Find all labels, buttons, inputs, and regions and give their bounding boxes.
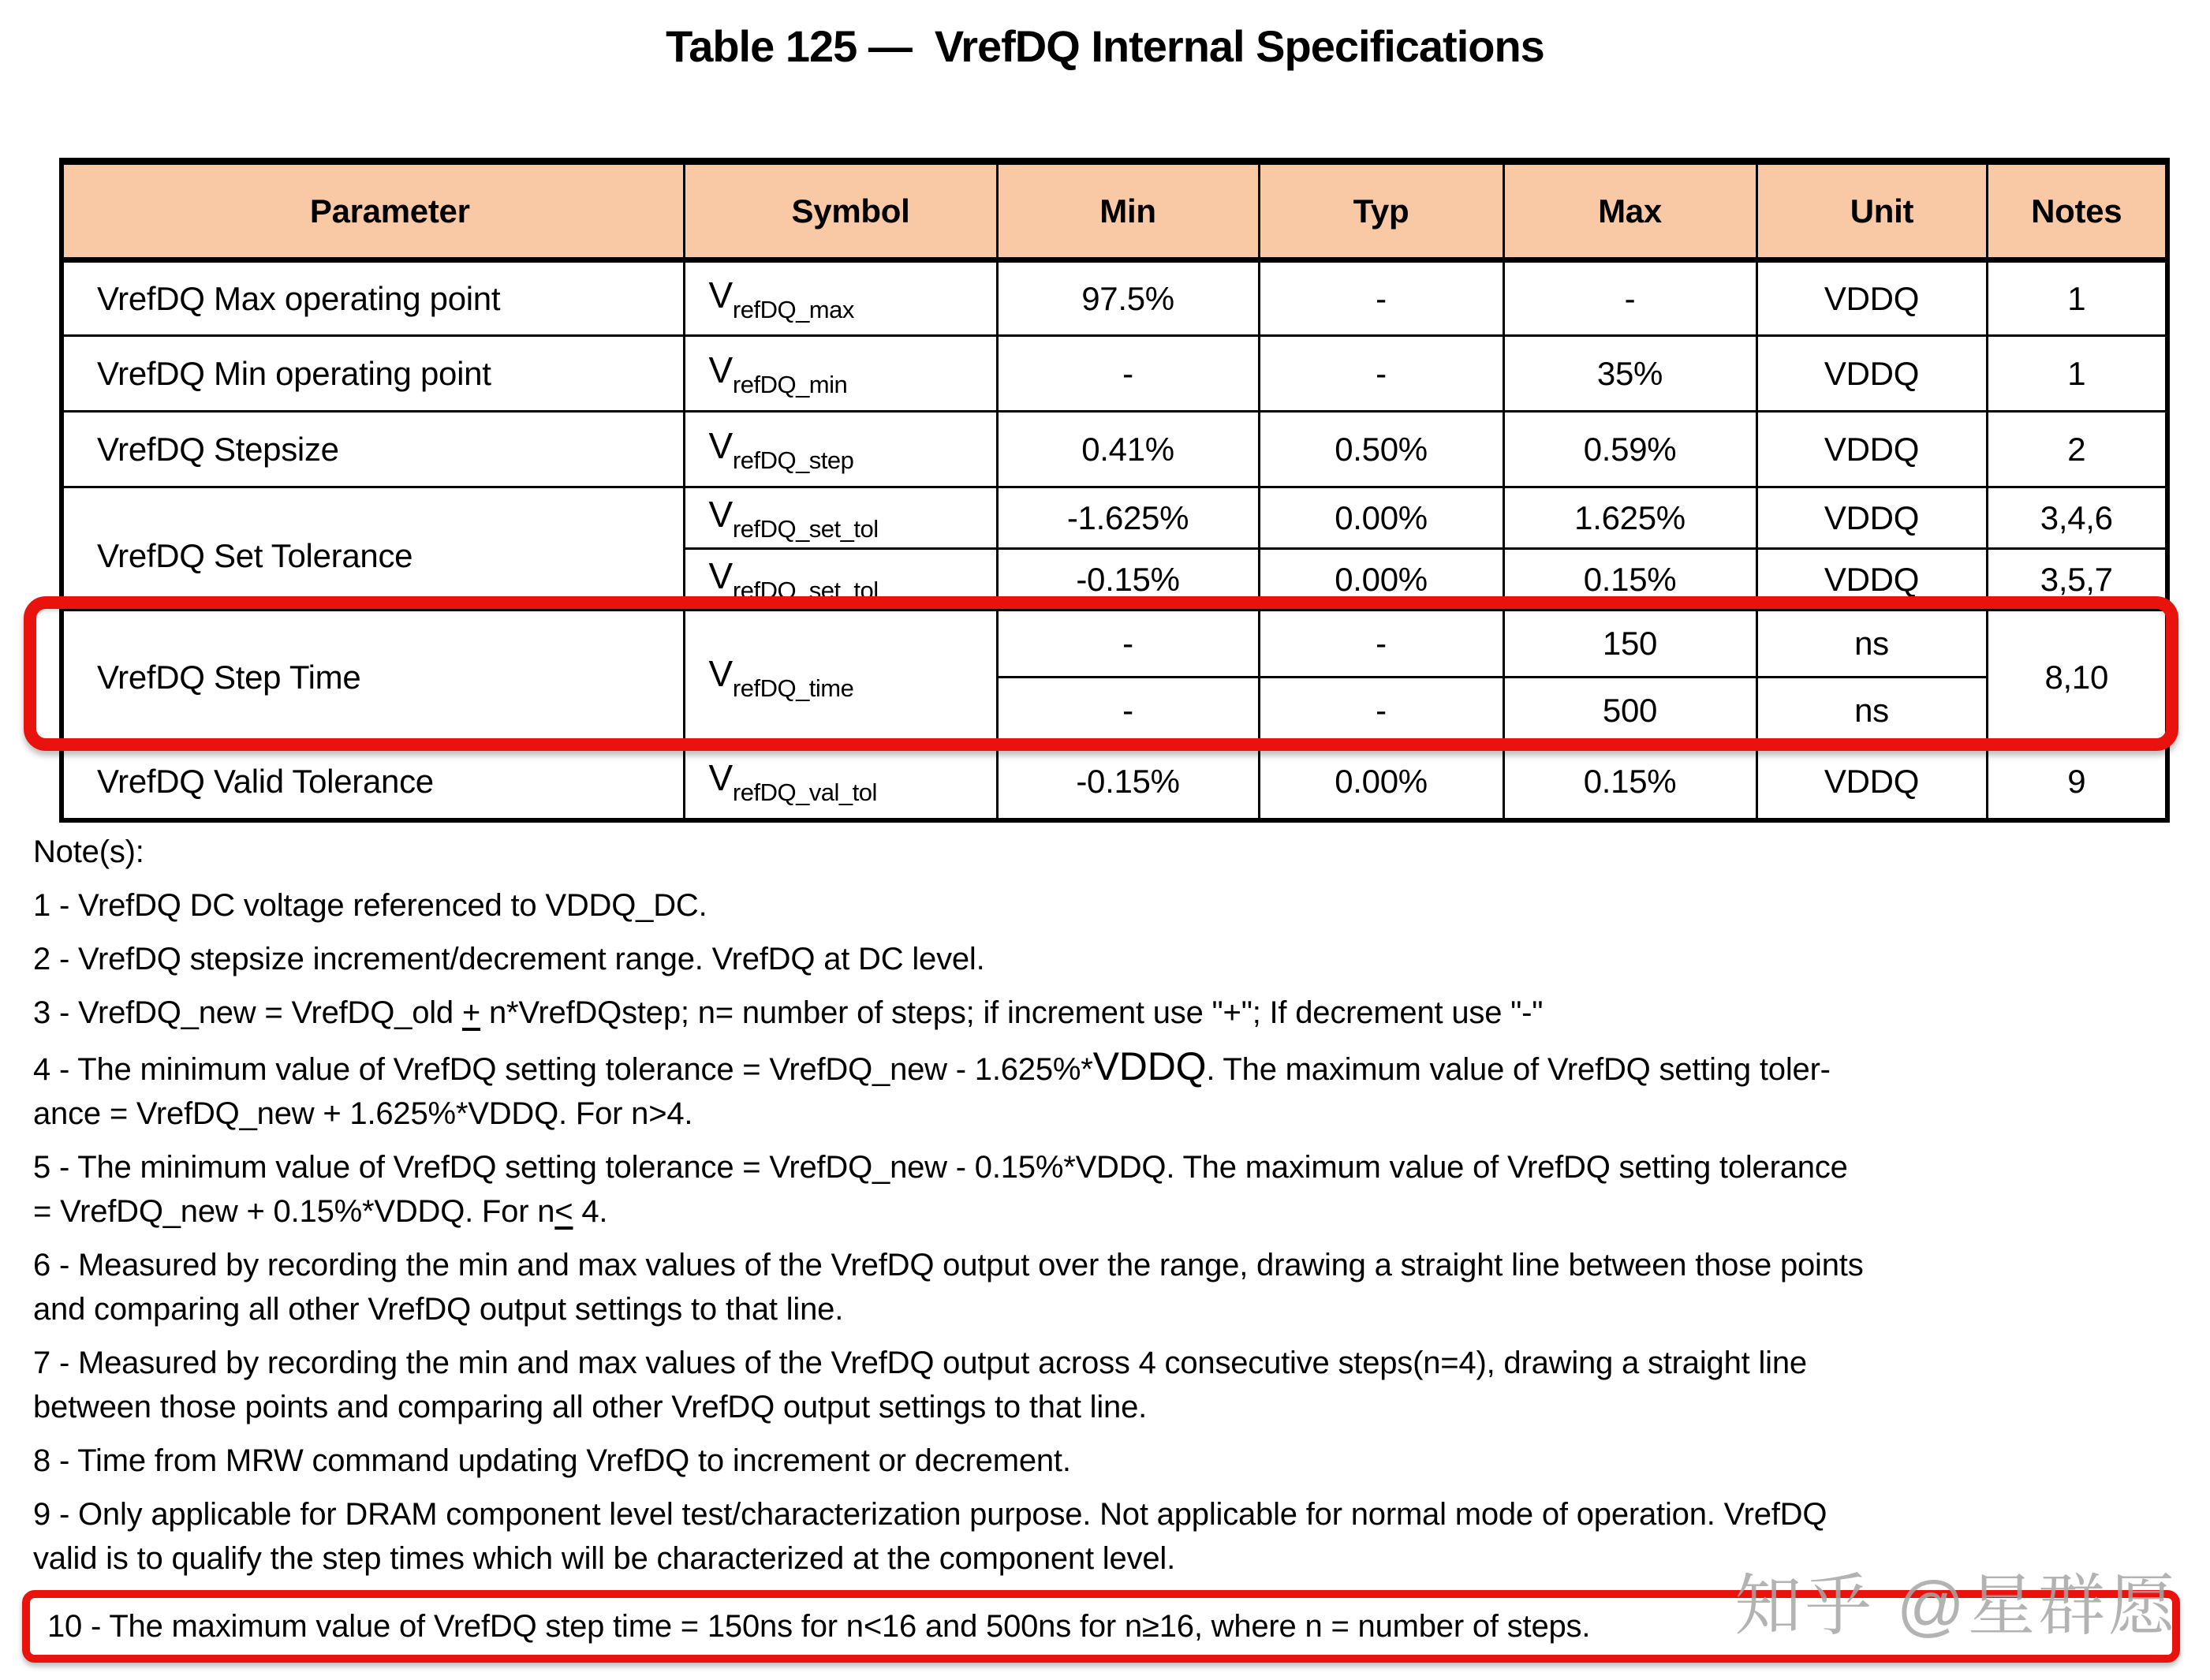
col-header-min: Min xyxy=(997,162,1259,260)
symbol-base: V xyxy=(708,424,733,466)
symbol-base: V xyxy=(708,554,733,596)
note-5: 5 - The minimum value of VrefDQ setting tolerance = VrefDQ_new - 0.15%*VDDQ. The maximum value of VrefDQ setting tolerance = VrefDQ_new + 0.15%*VDDQ. For n< 4. xyxy=(33,1150,1848,1229)
cell-min: 0.41% xyxy=(997,412,1259,487)
symbol-subscript: refDQ_set_tol xyxy=(732,514,879,543)
cell-max: 500 xyxy=(1503,678,1756,745)
note-6: 6 - Measured by recording the min and max values of the VrefDQ output over the range, drawing a straight line between those points and comparing all other VrefDQ output settings to that line. xyxy=(33,1248,1864,1327)
cell-max: 0.15% xyxy=(1503,745,1756,820)
note-9: 9 - Only applicable for DRAM component level test/characterization purpose. Not applicable for normal mode of operation. VrefDQ valid is to qualify the step times which will be characterized at the component level. xyxy=(33,1497,1827,1576)
col-header-symbol: Symbol xyxy=(684,162,997,260)
cell-max: 150 xyxy=(1503,610,1756,678)
cell-notes: 3,5,7 xyxy=(1987,549,2167,610)
cell-max: 0.15% xyxy=(1503,549,1756,610)
note-7: 7 - Measured by recording the min and max values of the VrefDQ output across 4 consecutive steps(n=4), drawing a straight line between those points and comparing all other VrefDQ output settings to that line. xyxy=(33,1346,1807,1424)
cell-max: - xyxy=(1503,260,1756,336)
cell-max: 1.625% xyxy=(1503,487,1756,549)
cell-min: 97.5% xyxy=(997,260,1259,336)
cell-parameter: VrefDQ Valid Tolerance xyxy=(62,745,684,820)
symbol-base: V xyxy=(708,493,733,535)
cell-typ: 0.00% xyxy=(1259,745,1503,820)
row-min-operating-point xyxy=(62,336,2167,412)
cell-parameter: VrefDQ Min operating point xyxy=(62,336,684,412)
cell-min: - xyxy=(997,610,1259,678)
cell-notes: 1 xyxy=(1987,260,2167,336)
note-2: 2 - VrefDQ stepsize increment/decrement range. VrefDQ at DC level. xyxy=(33,942,985,976)
col-header-max: Max xyxy=(1503,162,1756,260)
cell-unit: VDDQ xyxy=(1756,745,1987,820)
cell-unit: VDDQ xyxy=(1756,412,1987,487)
cell-parameter: VrefDQ Set Tolerance xyxy=(62,487,684,610)
cell-min: -0.15% xyxy=(997,745,1259,820)
cell-typ: - xyxy=(1259,610,1503,678)
cell-symbol xyxy=(684,610,997,745)
symbol-subscript: refDQ_step xyxy=(732,446,854,474)
symbol-subscript: refDQ_min xyxy=(732,370,848,398)
note-8: 8 - Time from MRW command updating VrefDQ to increment or decrement. xyxy=(33,1443,1071,1478)
row-set-tolerance-1 xyxy=(62,487,2167,549)
note-1: 1 - VrefDQ DC voltage referenced to VDDQ_DC. xyxy=(33,888,707,923)
cell-unit: ns xyxy=(1756,610,1987,678)
symbol-base: V xyxy=(708,274,733,315)
cell-min: -0.15% xyxy=(997,549,1259,610)
cell-min: - xyxy=(997,678,1259,745)
cell-notes: 8,10 xyxy=(1987,610,2167,745)
row-stepsize xyxy=(62,412,2167,487)
cell-unit: VDDQ xyxy=(1756,549,1987,610)
cell-notes: 3,4,6 xyxy=(1987,487,2167,549)
cell-typ: 0.00% xyxy=(1259,549,1503,610)
note-4: 4 - The minimum value of VrefDQ setting tolerance = VrefDQ_new - 1.625%*VDDQ. The maximum value of VrefDQ setting toler- ance = VrefDQ_new + 1.625%*VDDQ. For n>4. xyxy=(33,1044,1831,1131)
cell-symbol xyxy=(684,336,997,412)
cell-unit: VDDQ xyxy=(1756,260,1987,336)
col-header-parameter: Parameter xyxy=(62,162,684,260)
cell-symbol xyxy=(684,260,997,336)
symbol-subscript: refDQ_time xyxy=(732,674,854,702)
header-row xyxy=(62,162,2167,260)
cell-parameter: VrefDQ Step Time xyxy=(62,610,684,745)
symbol-base: V xyxy=(708,349,733,390)
cell-notes: 9 xyxy=(1987,745,2167,820)
cell-parameter: VrefDQ Stepsize xyxy=(62,412,684,487)
spec-table xyxy=(59,158,2170,823)
row-step-time-1 xyxy=(62,610,2167,678)
cell-max: 0.59% xyxy=(1503,412,1756,487)
cell-typ: - xyxy=(1259,678,1503,745)
cell-symbol xyxy=(684,487,997,549)
cell-typ: 0.50% xyxy=(1259,412,1503,487)
spec-table-wrap xyxy=(59,158,2165,823)
cell-unit: VDDQ xyxy=(1756,336,1987,412)
symbol-subscript: refDQ_set_tol xyxy=(732,576,879,604)
row-valid-tolerance xyxy=(62,745,2167,820)
watermark: 知乎 @星群愿 xyxy=(1734,1569,2178,1644)
col-header-unit: Unit xyxy=(1756,162,1987,260)
note-10: 10 - The maximum value of VrefDQ step time = 150ns for n<16 and 500ns for n≥16, where n = number of steps. xyxy=(47,1609,1591,1644)
cell-parameter: VrefDQ Max operating point xyxy=(62,260,684,336)
notes-section xyxy=(33,830,2194,1663)
cell-unit: ns xyxy=(1756,678,1987,745)
cell-typ: - xyxy=(1259,260,1503,336)
cell-typ: - xyxy=(1259,336,1503,412)
cell-min: - xyxy=(997,336,1259,412)
note-3: 3 - VrefDQ_new = VrefDQ_old + n*VrefDQstep; n= number of steps; if increment use "+"; If decrement use "-" xyxy=(33,995,1544,1030)
row-max-operating-point xyxy=(62,260,2167,336)
col-header-typ: Typ xyxy=(1259,162,1503,260)
symbol-subscript: refDQ_val_tol xyxy=(732,778,877,806)
cell-symbol xyxy=(684,745,997,820)
cell-unit: VDDQ xyxy=(1756,487,1987,549)
cell-notes: 1 xyxy=(1987,336,2167,412)
symbol-base: V xyxy=(708,756,733,798)
cell-max: 35% xyxy=(1503,336,1756,412)
page-title: Table 125 — VrefDQ Internal Specifications xyxy=(666,21,1544,71)
note-10-highlight-annotation xyxy=(22,1590,2180,1663)
cell-symbol xyxy=(684,412,997,487)
cell-typ: 0.00% xyxy=(1259,487,1503,549)
cell-notes: 2 xyxy=(1987,412,2167,487)
symbol-base: V xyxy=(708,652,733,694)
notes-heading: Note(s): xyxy=(33,834,144,869)
col-header-notes: Notes xyxy=(1987,162,2167,260)
cell-min: -1.625% xyxy=(997,487,1259,549)
cell-symbol xyxy=(684,549,997,610)
symbol-subscript: refDQ_max xyxy=(732,295,854,323)
